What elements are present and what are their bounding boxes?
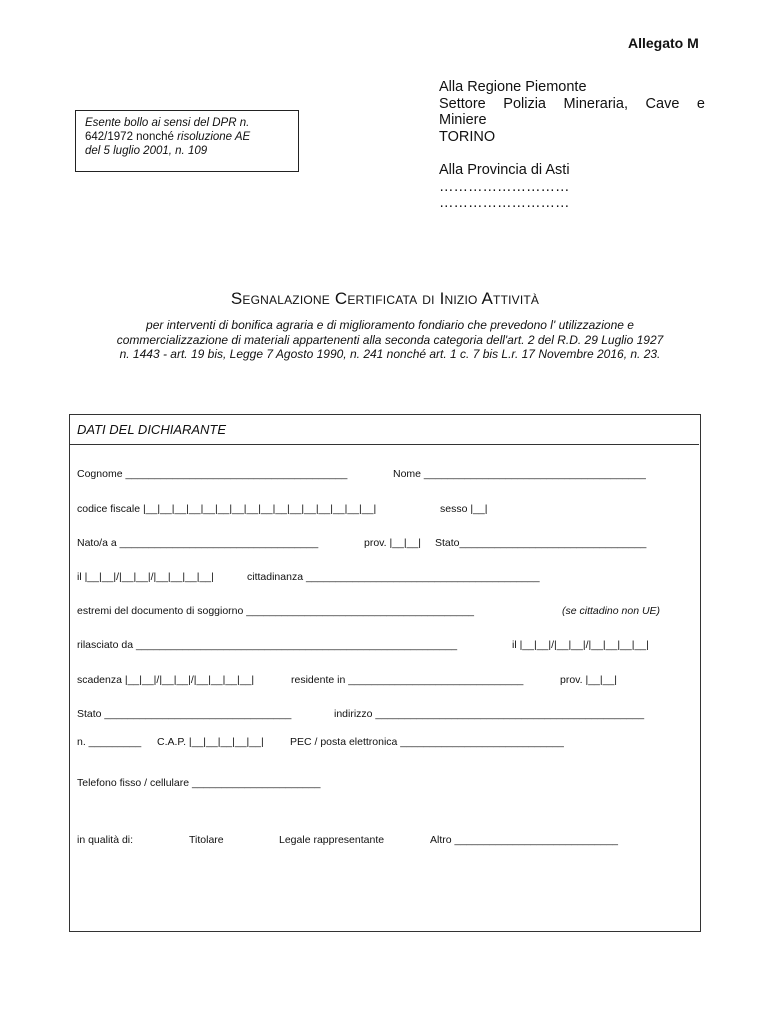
stamp-exemption-box: [75, 110, 299, 172]
field-stato-nascita[interactable]: Stato________________________________: [435, 537, 647, 549]
address-line: Miniere: [439, 112, 487, 128]
subtitle-line: per interventi di bonifica agraria e di miglioramento fondiario che prevedono l' utilizzazione e: [146, 318, 634, 332]
field-rilasciato-da[interactable]: rilasciato da _______________________________________________________: [77, 639, 458, 651]
field-data-nascita[interactable]: il |__|__|/|__|__|/|__|__|__|__|: [77, 571, 214, 583]
section-title: DATI DEL DICHIARANTE: [77, 422, 227, 437]
address-line: ………………………: [439, 178, 570, 195]
field-codice-fiscale[interactable]: codice fiscale |__|__|__|__|__|__|__|__|__|__|__|__|__|__|__|__|: [77, 503, 377, 515]
note-non-ue: (se cittadino non UE): [562, 605, 661, 617]
field-nome[interactable]: Nome ______________________________________: [393, 468, 646, 480]
field-numero-civico[interactable]: n. _________: [77, 736, 142, 748]
stamp-line: risoluzione AE: [177, 131, 251, 143]
field-stato-residenza[interactable]: Stato ________________________________: [77, 708, 292, 720]
field-pec[interactable]: PEC / posta elettronica ____________________________: [290, 736, 564, 748]
address-line: Alla Regione Piemonte: [439, 79, 587, 95]
document-subtitle: [70, 318, 710, 362]
field-cognome[interactable]: Cognome ______________________________________: [77, 468, 348, 480]
option-altro[interactable]: Altro ____________________________: [430, 834, 619, 846]
recipient-address: [439, 79, 705, 212]
section-header: [69, 414, 699, 445]
field-indirizzo[interactable]: indirizzo ______________________________________________: [334, 708, 645, 720]
subtitle-line: commercializzazione di materiali appartenenti alla seconda categoria dell'art. 2 del R.D. 29 Luglio 1927: [116, 332, 664, 347]
field-estremi-documento[interactable]: estremi del documento di soggiorno _______________________________________: [77, 605, 475, 617]
option-titolare[interactable]: Titolare: [189, 834, 224, 846]
address-line: Alla Provincia di Asti: [439, 162, 570, 178]
stamp-line: Esente bollo ai sensi del DPR n.: [85, 117, 250, 129]
address-line: Settore Polizia Mineraria, Cave e: [439, 95, 705, 112]
field-prov-residenza[interactable]: prov. |__|__|: [560, 674, 618, 686]
field-sesso[interactable]: sesso |__|: [440, 503, 488, 515]
stamp-line: 642/1972 nonché: [85, 131, 178, 143]
field-scadenza[interactable]: scadenza |__|__|/|__|__|/|__|__|__|__|: [77, 674, 255, 686]
field-prov-nascita[interactable]: prov. |__|__|: [364, 537, 422, 549]
field-cap[interactable]: C.A.P. |__|__|__|__|__|: [157, 736, 264, 748]
attachment-label: Allegato M: [628, 35, 699, 51]
document-title: Segnalazione Certificata di Inizio Attività: [230, 289, 540, 308]
stamp-line: del 5 luglio 2001, n. 109: [85, 145, 208, 157]
field-residente[interactable]: residente in ______________________________: [291, 674, 524, 686]
declarant-section: [69, 414, 701, 932]
address-line: ………………………: [439, 195, 570, 211]
field-cittadinanza[interactable]: cittadinanza ________________________________________: [247, 571, 540, 583]
field-data-rilascio[interactable]: il |__|__|/|__|__|/|__|__|__|__|: [512, 639, 649, 651]
subtitle-line: n. 1443 - art. 19 bis, Legge 7 Agosto 1990, n. 241 nonché art. 1 c. 7 bis L.r. 17 Novembre 2016, n. 23.: [119, 347, 661, 361]
option-legale-rappresentante[interactable]: Legale rappresentante: [279, 834, 385, 846]
field-nato[interactable]: Nato/a a __________________________________: [77, 537, 319, 549]
label-in-qualita: in qualità di:: [77, 834, 134, 846]
field-telefono[interactable]: Telefono fisso / cellulare ______________________: [77, 777, 321, 789]
address-line: TORINO: [439, 128, 496, 145]
